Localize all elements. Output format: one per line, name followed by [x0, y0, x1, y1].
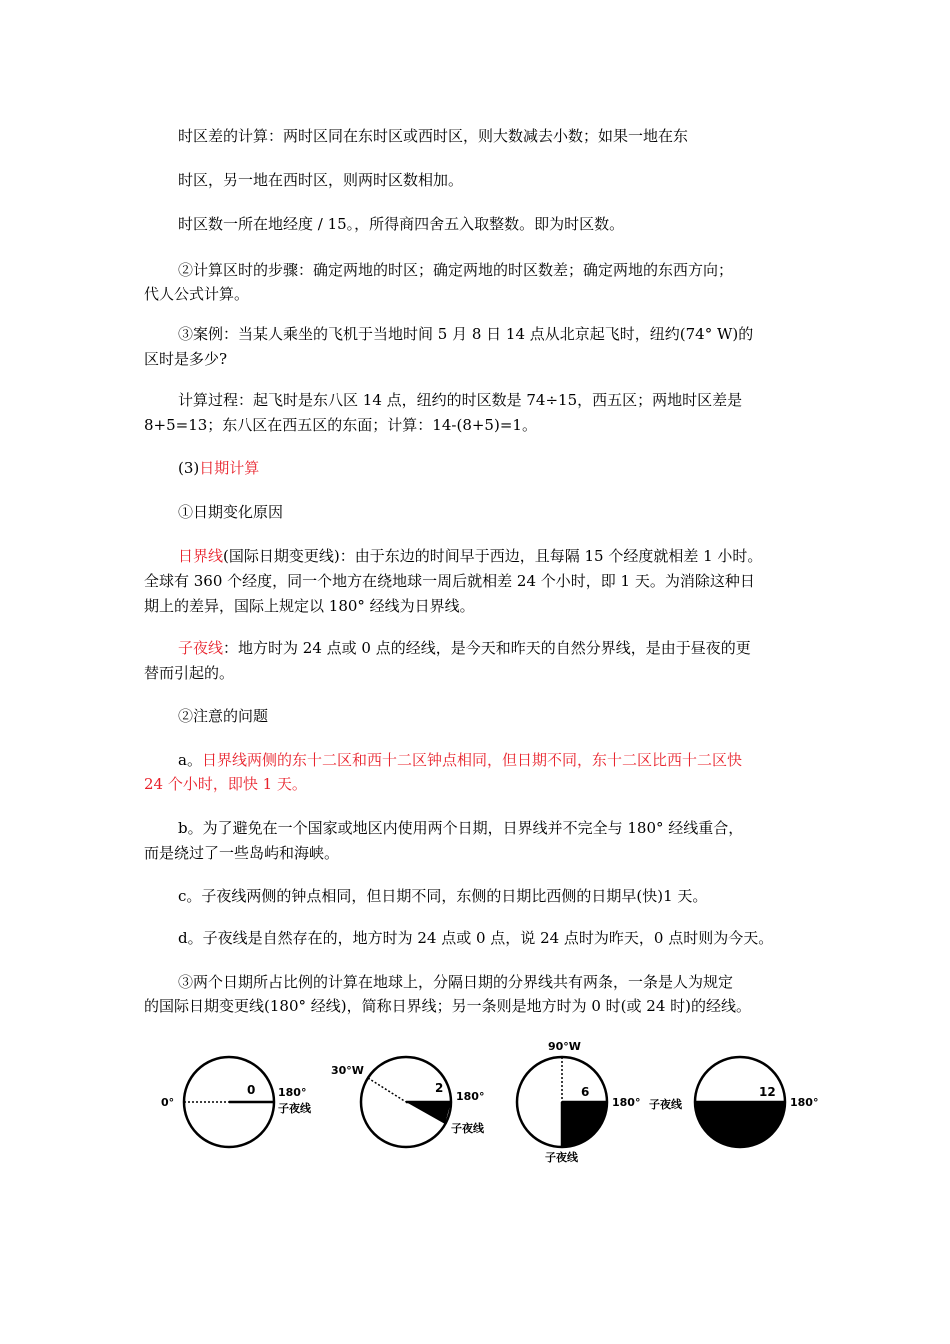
note-b-line-1: b。为了避免在一个国家或地区内使用两个日期，日界线并不完全与 180° 经线重合，: [178, 819, 744, 837]
paragraph-steps-line-2: 代人公式计算。: [144, 285, 250, 303]
paragraph-example-line-2: 区时是多少?: [144, 350, 228, 368]
paragraph-calculation-line-1: 计算过程：起飞时是东八区 14 点，纽约的时区数是 74÷15，西五区；两地时区差是: [178, 391, 743, 409]
label-midnight-line: 子夜线: [451, 1122, 484, 1135]
section-title: 日期计算: [199, 459, 260, 477]
diagram-2: [331, 1057, 485, 1147]
paragraph-calculation-line-2: 8+5=13；东八区在西五区的东面；计算：14-(8+5)=1。: [144, 416, 537, 434]
paragraph-steps-line-1: ②计算区时的步骤：确定两地的时区；确定两地的时区数差；确定两地的东西方向；: [178, 261, 734, 279]
subheading-date-change-reason: ①日期变化原因: [178, 503, 284, 521]
term-dateline: 日界线: [178, 547, 224, 565]
date-proportion-diagrams: [155, 1036, 820, 1168]
paragraph-ratio-line-1: ③两个日期所占比例的计算在地球上，分隔日期的分界线共有两条，一条是人为规定: [178, 973, 734, 991]
label-0-degree: 0°: [161, 1096, 175, 1109]
label-hour-12: 12: [759, 1085, 776, 1099]
paragraph-midnight-line-1: [178, 634, 751, 663]
note-a-text: 日界线两侧的东十二区和西十二区钟点相同，但日期不同，东十二区比西十二区快: [201, 751, 742, 769]
paragraph-dateline-line-2: 全球有 360 个经度，同一个地方在绕地球一周后就相差 24 个小时，即 1 天。为消除这种日: [144, 572, 755, 590]
paragraph-dateline-line-3: 期上的差异，国际上规定以 180° 经线为日界线。: [144, 597, 475, 615]
paragraph-timezone-diff-2: 时区，另一地在西时区，则两时区数相加。: [178, 171, 464, 189]
note-c: c。子夜线两侧的钟点相同，但日期不同，东侧的日期比西侧的日期早(快)1 天。: [178, 887, 708, 905]
label-90w: 90°W: [548, 1040, 581, 1053]
diagram-4: [649, 1057, 818, 1147]
section-heading-date-calc: [178, 454, 259, 483]
label-midnight-line: 子夜线: [649, 1098, 682, 1111]
dark-quarter: [562, 1102, 607, 1147]
dateline-definition: (国际日期变更线)：由于东边的时间早于西边，且每隔 15 个经度就相差 1 小时。: [223, 547, 763, 565]
label-180-degree: 180°: [278, 1086, 307, 1099]
paragraph-example-line-1: ③案例：当某人乘坐的飞机于当地时间 5 月 8 日 14 点从北京起飞时，纽约(74° W)的: [178, 325, 754, 343]
label-hour-6: 6: [581, 1085, 590, 1099]
diagram-3: [517, 1040, 640, 1164]
section-number: (3): [178, 459, 200, 477]
paragraph-midnight-line-2: 替而引起的。: [144, 664, 235, 682]
note-a-line-2: 24 个小时，即快 1 天。: [144, 775, 307, 793]
paragraph-ratio-line-2: 的国际日期变更线(180° 经线)，简称日界线；另一条则是地方时为 0 时(或 24 时)的经线。: [144, 997, 752, 1015]
label-hour-2: 2: [435, 1081, 444, 1095]
label-midnight-line: 子夜线: [278, 1102, 311, 1115]
label-hour-0: 0: [247, 1083, 256, 1097]
subheading-notes: ②注意的问题: [178, 707, 269, 725]
label-180-degree: 180°: [790, 1096, 819, 1109]
term-midnight-line: 子夜线: [178, 639, 224, 657]
label-30w: 30°W: [331, 1064, 364, 1077]
paragraph-timezone-diff-1: 时区差的计算：两时区同在东时区或西时区，则大数减去小数；如果一地在东: [178, 127, 689, 145]
note-a-label: a。: [178, 751, 202, 769]
note-d: d。子夜线是自然存在的，地方时为 24 点或 0 点，说 24 点时为昨天，0 点时则为今天。: [178, 929, 774, 947]
note-b-line-2: 而是绕过了一些岛屿和海峡。: [144, 844, 340, 862]
dark-half: [695, 1102, 785, 1147]
diagram-1: [161, 1057, 312, 1147]
midnight-line-definition: ：地方时为 24 点或 0 点的经线，是今天和昨天的自然分界线，是由于昼夜的更: [223, 639, 751, 657]
paragraph-timezone-number: 时区数一所在地经度 / 15。，所得商四舍五入取整数。即为时区数。: [178, 215, 625, 233]
label-180-degree: 180°: [612, 1096, 641, 1109]
label-180-degree: 180°: [456, 1090, 485, 1103]
label-midnight-line: 子夜线: [545, 1151, 578, 1164]
